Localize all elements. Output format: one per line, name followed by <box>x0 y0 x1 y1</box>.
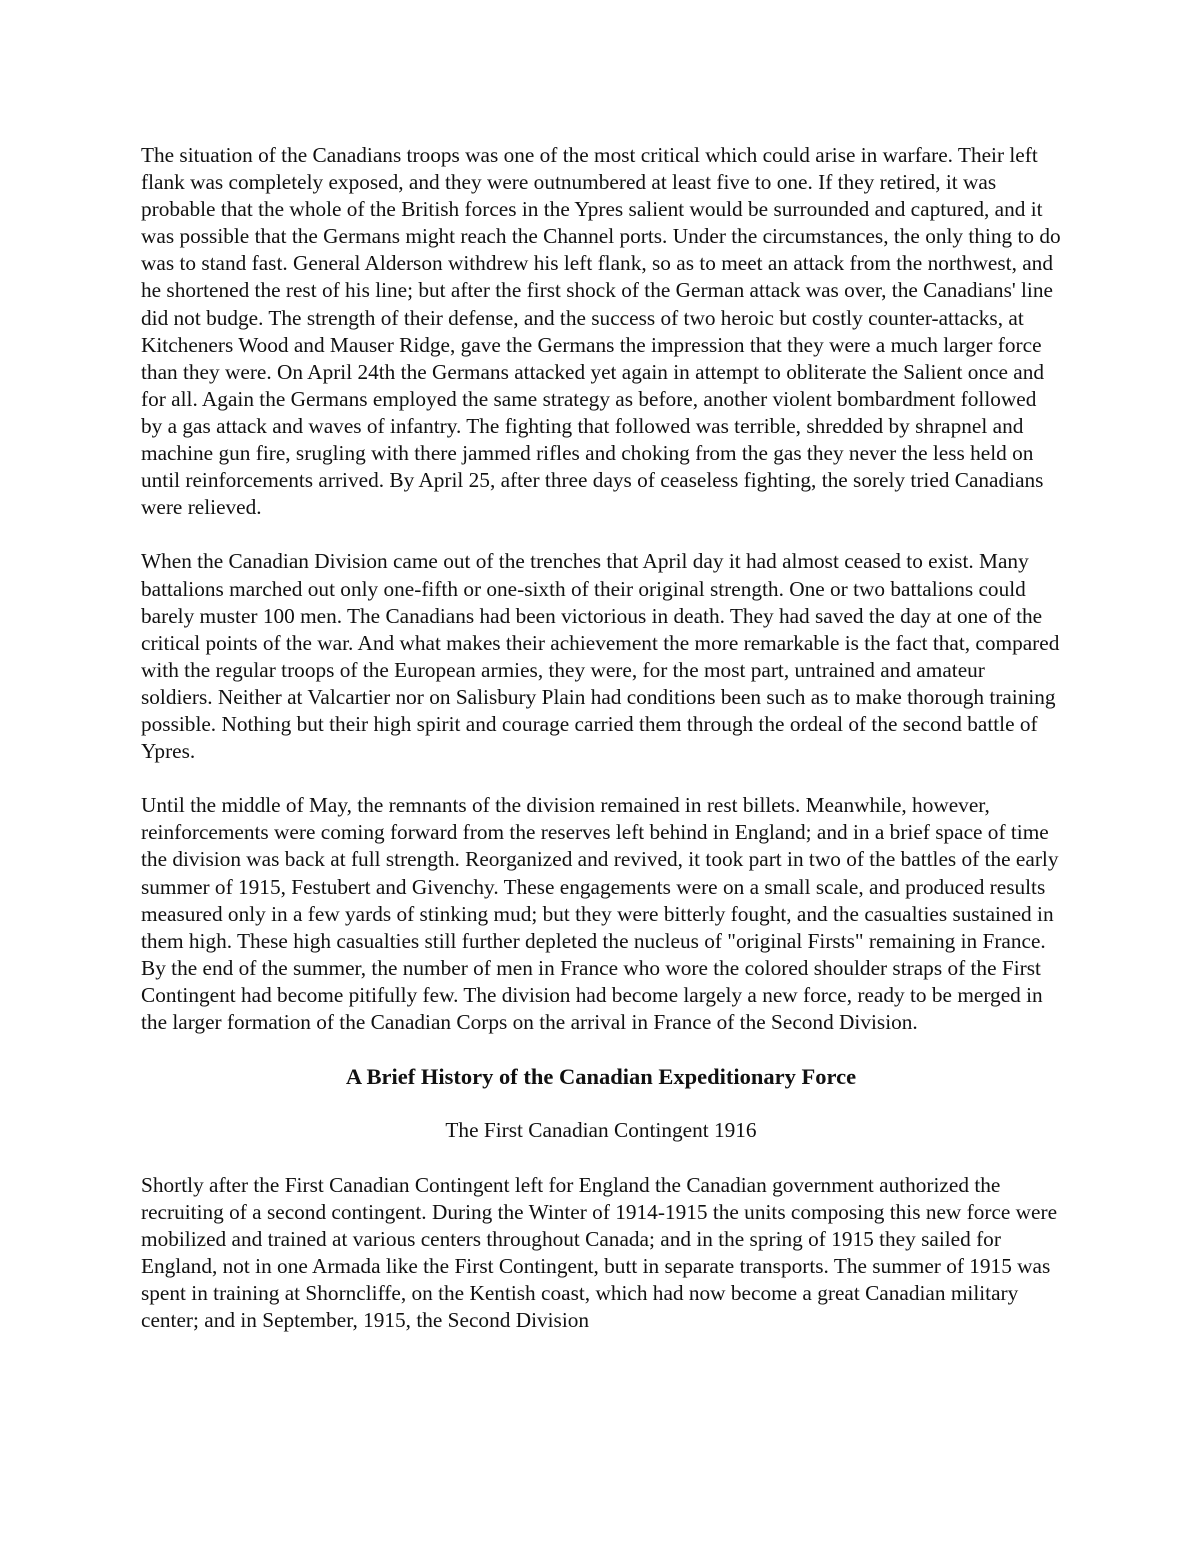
document-body <box>141 142 1061 1361</box>
section-heading: A Brief History of the Canadian Expeditionary Force <box>345 1064 857 1090</box>
paragraph-division-came-out: When the Canadian Division came out of the trenches that April day it had almost ceased to exist. Many battalions marched out only one-fifth or one-sixth of their original strength. One or two battalions could barely muster 100 men. The Canadians had been victorious in death. They had saved the day at one of the critical points of the war. And what makes their achievement the more remarkable is the fact that, compared with the regular troops of the European armies, they were, for the most part, untrained and amateur soldiers. Neither at Valcartier nor on Salisbury Plain had conditions been such as to make thorough training possible. Nothing but their high spirit and courage carried them through the ordeal of the second battle of Ypres. <box>141 549 1060 764</box>
paragraph-canadian-situation: The situation of the Canadians troops was one of the most critical which could arise in warfare. Their left flank was completely exposed, and they were outnumbered at least five to one. If they retired, it was probable that the whole of the British forces in the Ypres salient would be surrounded and captured, and it was possible that the Germans might reach the Channel ports. Under the circumstances, the only thing to do was to stand fast. General Alderson withdrew his left flank, so as to meet an attack from the northwest, and he shortened the rest of his line; but after the first shock of the German attack was over, the Canadians' line did not budge. The strength of their defense, and the success of two heroic but costly counter-attacks, at Kitcheners Wood and Mauser Ridge, gave the Germans the impression that they were a much larger force than they were. On April 24th the Germans attacked yet again in attempt to obliterate the Salient once and for all. Again the Germans employed the same strategy as before, another violent bombardment followed by a gas attack and waves of infantry. The fighting that followed was terrible, shredded by shrapnel and machine gun fire, srugling with there jammed rifles and choking from the gas they never the less held on until reinforcements arrived. By April 25, after three days of ceaseless fighting, the sorely tried Canadians were relieved. <box>141 143 1061 520</box>
paragraph-middle-of-may: Until the middle of May, the remnants of the division remained in rest billets. Meanwhile, however, reinforcements were coming forward from the reserves left behind in England; and in a brief space of time the division was back at full strength. Reorganized and revived, it took part in two of the battles of the early summer of 1915, Festubert and Givenchy. These engagements were on a small scale, and produced results measured only in a few yards of stinking mud; but they were bitterly fought, and the casualties sustained in them high. These high casualties still further depleted the nucleus of "original Firsts" remaining in France. By the end of the summer, the number of men in France who wore the colored shoulder straps of the First Contingent had become pitifully few. The division had become largely a new force, ready to be merged in the larger formation of the Canadian Corps on the arrival in France of the Second Division. <box>141 793 1059 1034</box>
paragraph-second-contingent: Shortly after the First Canadian Contingent left for England the Canadian government authorized the recruiting of a second contingent. During the Winter of 1914-1915 the units composing this new force were mobilized and trained at various centers throughout Canada; and in the spring of 1915 they sailed for England, not in one Armada like the First Contingent, butt in separate transports. The summer of 1915 was spent in training at Shorncliffe, on the Kentish coast, which had now become a great Canadian military center; and in September, 1915, the Second Division <box>141 1172 1058 1333</box>
section-subheading: The First Canadian Contingent 1916 <box>445 1118 757 1143</box>
